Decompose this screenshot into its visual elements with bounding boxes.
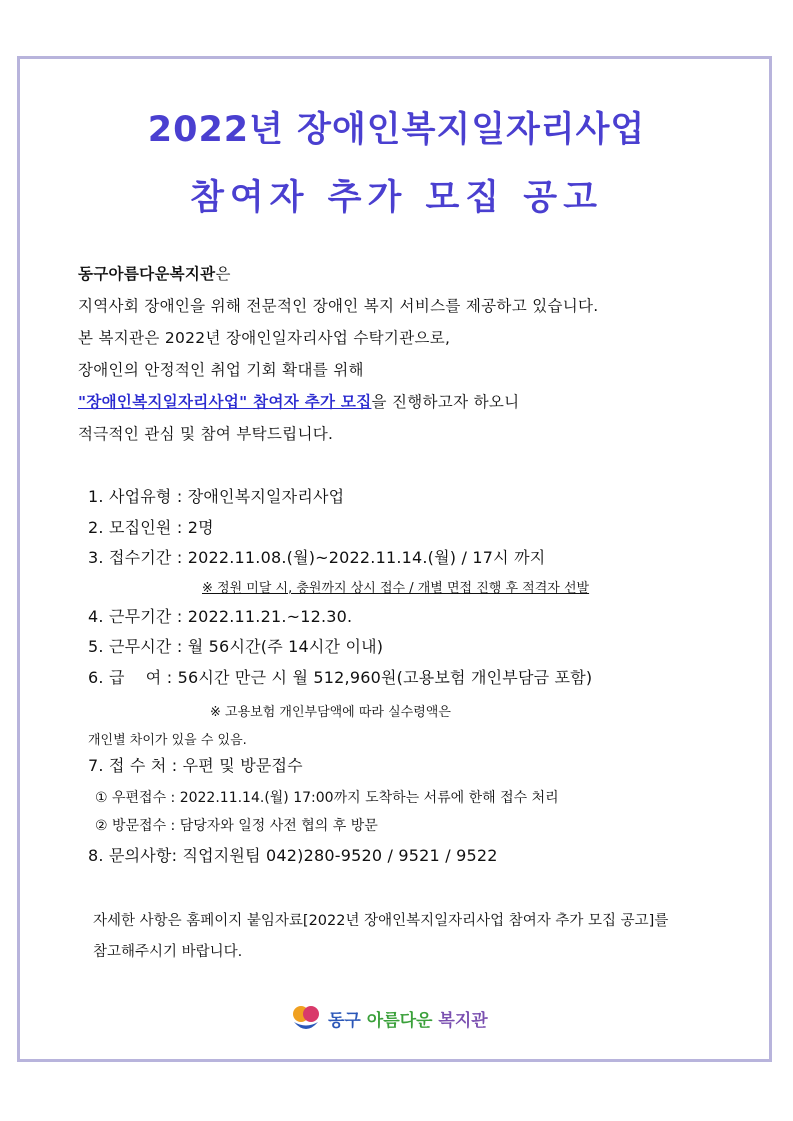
title-line-1: 2022년 장애인복지일자리사업 <box>147 110 646 150</box>
intro-line-2: 지역사회 장애인을 위해 전문적인 장애인 복지 서비스를 제공하고 있습니다. <box>78 297 599 315</box>
item-contact: 8. 문의사항: 직업지원팀 042)280-9520 / 9521 / 9522 <box>88 846 498 865</box>
item-recruit-count: 2. 모집인원 : 2명 <box>88 518 214 537</box>
logo-text-part3: 복지관 <box>438 1010 488 1031</box>
item-work-hours: 5. 근무시간 : 월 56시간(주 14시간 이내) <box>88 637 384 656</box>
org-suffix: 은 <box>215 265 231 283</box>
org-name: 동구아름다운복지관 <box>78 265 216 283</box>
intro-line-5 <box>78 390 519 412</box>
item-reception-mail: ① 우편접수 : 2022.11.14.(월) 17:00까지 도착하는 서류에 한해 접수 처리 <box>95 790 559 806</box>
recruit-highlight: "장애인복지일자리사업" 참여자 추가 모집 <box>78 393 372 411</box>
logo-text-part2: 아름다운 <box>366 1010 433 1031</box>
item-application-note: ※ 정원 미달 시, 충원까지 상시 접수 / 개별 면접 진행 후 적격자 선발 <box>202 581 590 596</box>
item-salary-note-2: 개인별 차이가 있을 수 있음. <box>88 733 247 748</box>
org-logo-icon <box>290 1002 322 1034</box>
item-reception-visit: ② 방문접수 : 담당자와 일정 사전 협의 후 방문 <box>95 818 378 834</box>
item-application-period: 3. 접수기간 : 2022.11.08.(월)~2022.11.14.(월) / 17시 까지 <box>88 548 546 567</box>
org-logo <box>290 998 488 1038</box>
intro-line-1 <box>78 262 231 284</box>
intro-line-4: 장애인의 안정적인 취업 기회 확대를 위해 <box>78 361 364 379</box>
item-salary: 6. 급 여 : 56시간 만근 시 월 512,960원(고용보험 개인부담금 포함) <box>88 668 593 687</box>
logo-text <box>328 1006 488 1031</box>
intro-line-6: 적극적인 관심 및 참여 부탁드립니다. <box>78 425 334 443</box>
intro-line-3: 본 복지관은 2022년 장애인일자리사업 수탁기관으로, <box>78 329 451 347</box>
item-business-type: 1. 사업유형 : 장애인복지일자리사업 <box>88 487 345 506</box>
intro-line-5-suffix: 을 진행하고자 하오니 <box>371 393 520 411</box>
title-line-2: 참여자 추가 모집 공고 <box>190 178 603 218</box>
item-salary-note: ※ 고용보험 개인부담액에 따라 실수령액은 <box>210 705 451 720</box>
item-work-period: 4. 근무기간 : 2022.11.21.~12.30. <box>88 607 353 626</box>
footer-line-2: 참고해주시기 바랍니다. <box>93 944 243 960</box>
logo-text-part1: 동구 <box>328 1010 361 1031</box>
item-reception: 7. 접 수 처 : 우편 및 방문접수 <box>88 756 303 775</box>
footer-line-1: 자세한 사항은 홈페이지 붙임자료[2022년 장애인복지일자리사업 참여자 추가 모집 공고]를 <box>93 913 669 929</box>
